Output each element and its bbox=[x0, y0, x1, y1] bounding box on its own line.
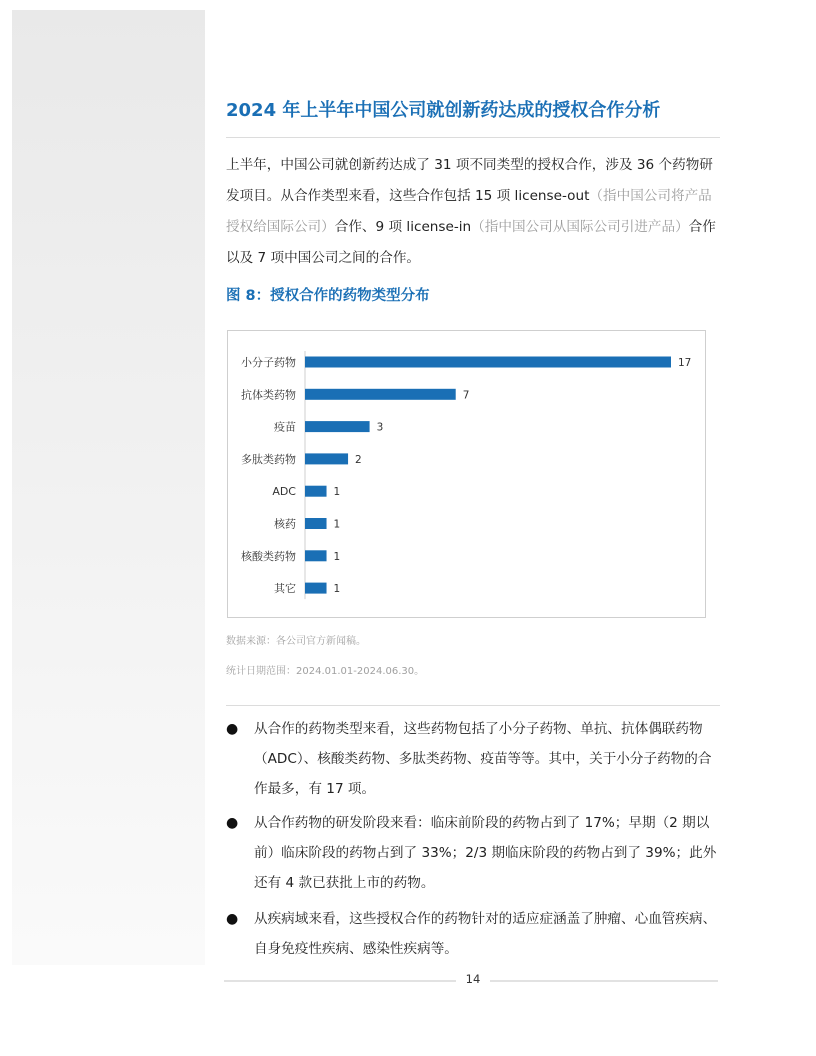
chart-bar bbox=[305, 550, 327, 561]
chart-category-label: 多肽类药物 bbox=[241, 452, 296, 466]
chart-bar bbox=[305, 518, 327, 529]
chart-category-label: 核酸类药物 bbox=[241, 549, 296, 563]
intro-text-1: 上半年，中国公司就创新药达成了 31 项不同类型的授权合作，涉及 36 个药物研发项目。从合作类型来看，这些合作包括 15 项 license-out bbox=[226, 157, 713, 204]
chart-data-label: 2 bbox=[355, 453, 362, 466]
bullet-item-dev-stage bbox=[226, 808, 720, 898]
bullet-item-disease-area bbox=[226, 904, 720, 964]
section-title: 2024 年上半年中国公司就创新药达成的授权合作分析 bbox=[226, 100, 661, 121]
bullet-marker: ● bbox=[226, 815, 239, 831]
intro-note-license-out: （指中国公司将产品授权给国际公司） bbox=[226, 188, 712, 235]
intro-text-3: 合作以及 7 项中国公司之间的合作。 bbox=[226, 219, 716, 266]
chart-bar bbox=[305, 421, 370, 432]
chart-bar bbox=[305, 453, 348, 464]
bullet-text: 从合作的药物类型来看，这些药物包括了小分子药物、单抗、抗体偶联药物（ADC）、核酸类药物、多肽类药物、疫苗等等。其中，关于小分子药物的合作最多，有 17 项。 bbox=[254, 721, 712, 797]
chart-category-label: 其它 bbox=[274, 582, 296, 596]
chart-bar bbox=[305, 583, 327, 594]
bullet-text: 从疾病域来看，这些授权合作的药物针对的适应症涵盖了肿瘤、心血管疾病、自身免疫性疾病、感染性疾病等。 bbox=[254, 911, 717, 957]
chart-bar bbox=[305, 486, 327, 497]
footer-rule-right bbox=[490, 980, 718, 982]
figure-caption: 图 8：授权合作的药物类型分布 bbox=[226, 288, 430, 304]
side-decoration-band bbox=[12, 10, 205, 965]
chart-data-label: 1 bbox=[333, 518, 341, 531]
chart-data-label: 1 bbox=[333, 583, 341, 596]
page-number: 14 bbox=[465, 972, 481, 986]
chart-data-label: 17 bbox=[678, 357, 692, 369]
bullet-marker: ● bbox=[226, 911, 239, 927]
intro-text-2: 合作、9 项 license-in bbox=[334, 219, 472, 235]
bullet-text: 从合作药物的研发阶段来看：临床前阶段的药物占到了 17%；早期（2 期以前）临床阶段的药物占到了 33%；2/3 期临床阶段的药物占到了 39%；此外还有 4 款已获批上市的药物。 bbox=[254, 815, 717, 891]
chart-bar bbox=[305, 389, 456, 400]
footer-rule-left bbox=[224, 980, 456, 982]
chart-category-label: 小分子药物 bbox=[241, 356, 296, 369]
bullet-item-drug-types bbox=[226, 714, 720, 804]
date-range-note: 统计日期范围：2024.01.01-2024.06.30。 bbox=[226, 666, 425, 677]
title-divider bbox=[226, 137, 720, 138]
drug-type-bar-chart bbox=[227, 330, 706, 618]
chart-data-label: 7 bbox=[462, 389, 470, 402]
chart-data-label: 3 bbox=[376, 421, 384, 434]
intro-paragraph bbox=[226, 150, 720, 274]
chart-category-label: ADC bbox=[272, 485, 296, 499]
chart-category-label: 疫苗 bbox=[274, 420, 296, 434]
chart-data-label: 1 bbox=[333, 550, 341, 563]
bullet-marker: ● bbox=[226, 721, 239, 737]
intro-note-license-in: （指中国公司从国际公司引进产品） bbox=[471, 219, 689, 235]
chart-category-label: 核药 bbox=[274, 517, 296, 531]
chart-data-label: 1 bbox=[333, 486, 341, 499]
section-divider bbox=[226, 705, 720, 706]
chart-bar bbox=[305, 357, 671, 368]
data-source-note: 数据来源：各公司官方新闻稿。 bbox=[226, 636, 366, 647]
chart-canvas bbox=[228, 331, 705, 617]
chart-category-label: 抗体类药物 bbox=[241, 388, 296, 402]
